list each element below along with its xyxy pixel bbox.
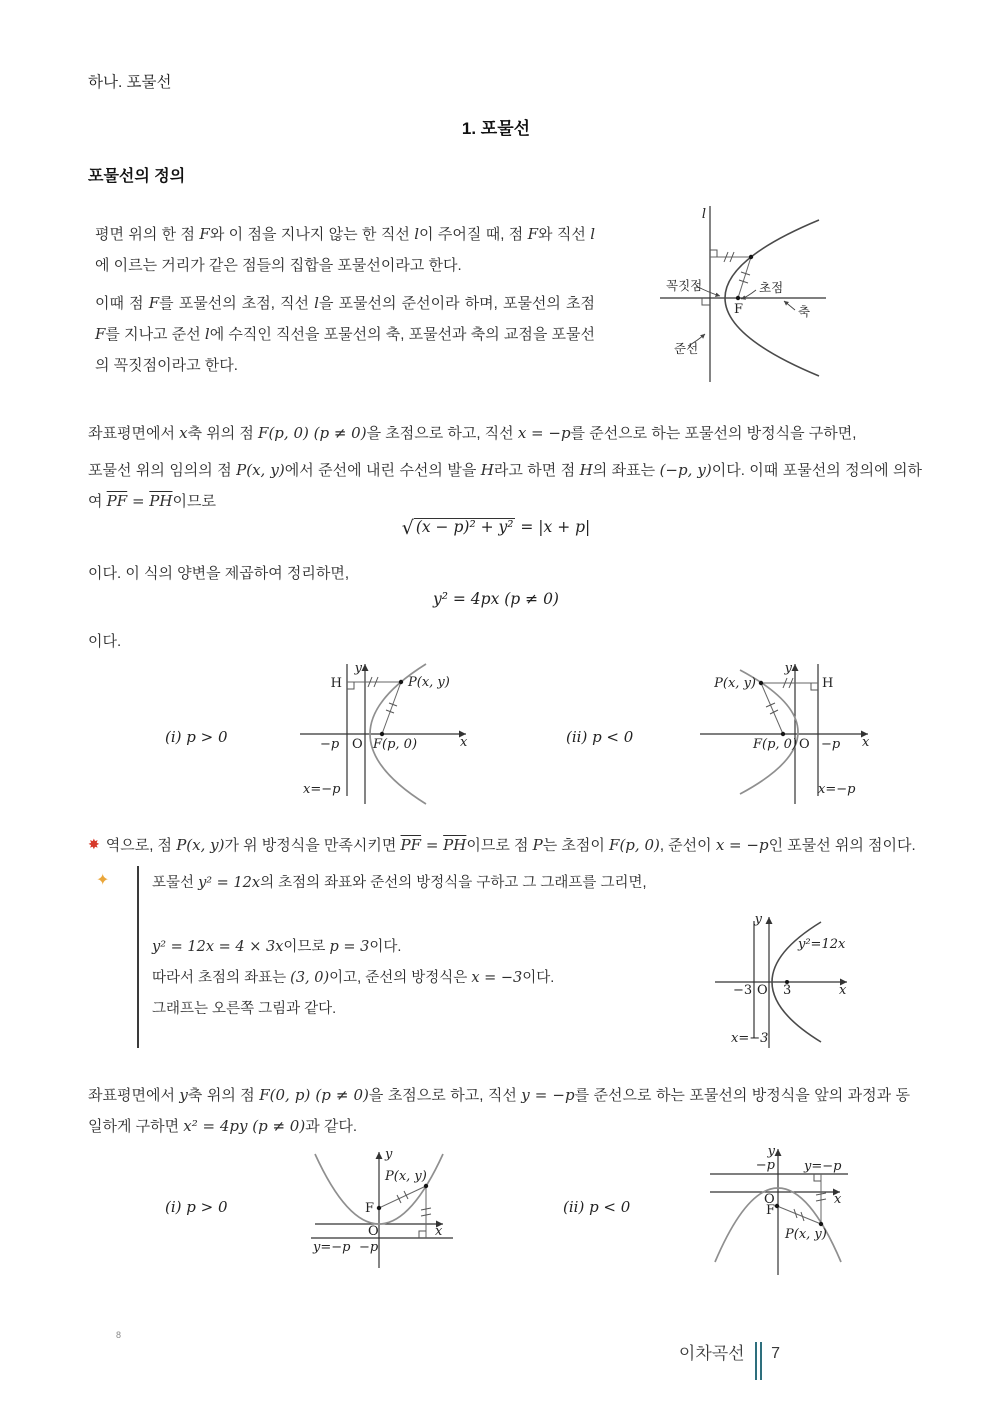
- example-line4: 그래프는 오른쪽 그림과 같다.: [152, 1001, 337, 1017]
- label-o: O: [368, 1224, 379, 1239]
- example-solution: [152, 932, 554, 1025]
- label-x-axis: x: [460, 735, 468, 750]
- figure-p-negative-x: [688, 656, 878, 810]
- label-y-axis: y: [767, 1144, 775, 1159]
- figure-p-negative-y: [688, 1142, 878, 1280]
- label-f: F: [765, 1203, 775, 1218]
- label-minus-p: −p: [755, 1158, 775, 1173]
- page-title: 1. 포물선: [461, 119, 531, 138]
- segment-fp: [777, 1206, 821, 1224]
- point-p: [749, 255, 753, 259]
- label-line-l: l: [701, 207, 707, 222]
- label-minus-p: −p: [359, 1240, 379, 1255]
- label-curve-eq: y²=12x: [798, 937, 846, 952]
- label-y-axis: y: [354, 661, 362, 676]
- definition-figure: [650, 198, 840, 390]
- right-angle-mark: [811, 683, 818, 690]
- label-o: O: [799, 737, 810, 752]
- label-directrix: 준선: [674, 342, 699, 356]
- example-line3: 따라서 초점의 좌표는 (3, 0)이고, 준선의 방정식은 x = −3이다.: [152, 970, 555, 986]
- figure-p-positive-x: [290, 656, 480, 810]
- footer-page-number: 7: [771, 1345, 780, 1362]
- label-minus-3: −3: [733, 983, 753, 998]
- label-p: P(x, y): [785, 1227, 827, 1242]
- label-x-axis: x: [862, 735, 870, 750]
- paragraph-mid1: 이다. 이 식의 양변을 제곱하여 정리하면,: [88, 565, 350, 582]
- intro-paragraphs: [95, 219, 595, 381]
- example-graph: [705, 901, 875, 1056]
- footer-book-title: 이차곡선: [678, 1344, 745, 1363]
- equation-rhs: = |x + p|: [515, 518, 591, 536]
- label-x-axis: x: [435, 1224, 443, 1239]
- point-p: [424, 1184, 428, 1188]
- label-h: H: [822, 676, 834, 691]
- label-directrix-eq: x=−p: [818, 782, 856, 797]
- figure3-caption: (i) p > 0: [165, 1198, 228, 1216]
- point-f: [736, 296, 740, 300]
- label-p: P(x, y): [714, 676, 756, 691]
- doc-header: 하나. 포물선: [88, 74, 172, 91]
- paragraph-3: 좌표평면에서 x축 위의 점 F(p, 0) (p ≠ 0)을 초점으로 하고, 직선 x = −p를 준선으로 하는 포물선의 방정식을 구하면,: [88, 424, 857, 442]
- point-p: [819, 1222, 823, 1226]
- label-h: H: [330, 676, 342, 691]
- paragraph-4: 포물선 위의 임의의 점 P(x, y)에서 준선에 내린 수선의 발을 H라고 하면 점 H의 좌표는 (−p, y)이다. 이때 포물선의 정의에 의하여 $\overline{PF} = \overline{PH}$이므로: [88, 461, 922, 510]
- right-angle-mark: [347, 682, 354, 689]
- figure-p-positive-y: [293, 1146, 478, 1273]
- label-o: O: [764, 1192, 775, 1207]
- point-f: [775, 1204, 779, 1208]
- equation-radicand: (x − p)² + y²: [415, 518, 514, 536]
- label-directrix-eq: y=−p: [313, 1240, 351, 1255]
- right-angle-mark: [814, 1174, 821, 1181]
- converse-note-text: 역으로, 점 P(x, y)가 위 방정식을 만족시키면 $\overline{PF} = \overline{PH}$이므로 점 P는 초점이 F(p, 0), 준선이 x = −p인 포물선 위의 점이다.: [105, 836, 916, 854]
- label-minus-p: −p: [821, 737, 841, 752]
- figure2-caption: (ii) p < 0: [566, 728, 634, 746]
- label-y-axis: y: [385, 1147, 393, 1162]
- figure1-caption: (i) p > 0: [165, 728, 228, 746]
- label-3: 3: [783, 983, 792, 998]
- example-line2: y² = 12x = 4 × 3x이므로 p = 3이다.: [152, 939, 402, 955]
- point-p: [759, 681, 763, 685]
- equation-parabola-x: y² = 4px (p ≠ 0): [433, 590, 559, 608]
- paragraph-5: 좌표평면에서 y축 위의 점 F(0, p) (p ≠ 0)을 초점으로 하고, 직선 y = −p를 준선으로 하는 포물선의 방정식을 앞의 과정과 동일하게 구하면 x² = 4py (p ≠ 0)과 같다.: [88, 1086, 911, 1135]
- starburst-icon: ✸: [88, 836, 100, 852]
- label-p: P(x, y): [408, 675, 450, 690]
- label-axis: 축: [798, 305, 811, 319]
- paragraph-mid2: 이다.: [88, 633, 122, 650]
- footer: [560, 1341, 780, 1380]
- label-focus: 초점: [759, 281, 784, 295]
- example-rule: [137, 866, 139, 1048]
- point-f: [380, 732, 384, 736]
- point-f: [781, 732, 785, 736]
- label-o: O: [352, 737, 363, 752]
- label-f: F: [734, 302, 744, 317]
- point-p: [399, 680, 403, 684]
- label-y-axis: y: [784, 661, 792, 676]
- label-o: O: [757, 983, 768, 998]
- point-f: [377, 1206, 381, 1210]
- label-p: P(x, y): [385, 1169, 427, 1184]
- label-directrix-eq: y=−p: [804, 1159, 842, 1174]
- section-heading: 포물선의 정의: [88, 168, 186, 185]
- label-y-axis: y: [754, 912, 762, 927]
- sparkle-icon: ✦: [96, 872, 110, 889]
- label-f: F(p, 0): [753, 737, 798, 752]
- label-f: F: [364, 1201, 374, 1216]
- label-f: F(p, 0): [373, 737, 418, 752]
- footer-divider-bars: [755, 1342, 763, 1380]
- converse-note: [88, 834, 916, 855]
- radical-sign: √: [401, 517, 414, 539]
- label-minus-p: −p: [320, 737, 340, 752]
- label-vertex: 꼭짓점: [666, 279, 703, 293]
- footnote-number: 8: [116, 1330, 122, 1340]
- equation-distance: [0, 517, 992, 539]
- label-directrix-eq: x=−3: [731, 1031, 769, 1046]
- label-directrix-eq: x=−p: [303, 782, 341, 797]
- right-angle-mark: [419, 1231, 426, 1238]
- label-x-axis: x: [839, 983, 847, 998]
- label-x-axis: x: [834, 1192, 842, 1207]
- example-line1: 포물선 y² = 12x의 초점의 좌표와 준선의 방정식을 구하고 그 그래프를 그리면,: [152, 875, 647, 891]
- intro-paragraph-2: 이때 점 F를 포물선의 초점, 직선 l을 포물선의 준선이라 하며, 포물선의 초점 F를 지나고 준선 l에 수직인 직선을 포물선의 축, 포물선과 축의 교점을 포물선의 꼭짓점이라고 한다.: [95, 294, 595, 374]
- figure4-caption: (ii) p < 0: [563, 1198, 631, 1216]
- intro-paragraph-1: 평면 위의 한 점 F와 이 점을 지나지 않는 한 직선 l이 주어질 때, 점 F와 직선 l에 이르는 거리가 같은 점들의 집합을 포물선이라고 한다.: [95, 225, 596, 274]
